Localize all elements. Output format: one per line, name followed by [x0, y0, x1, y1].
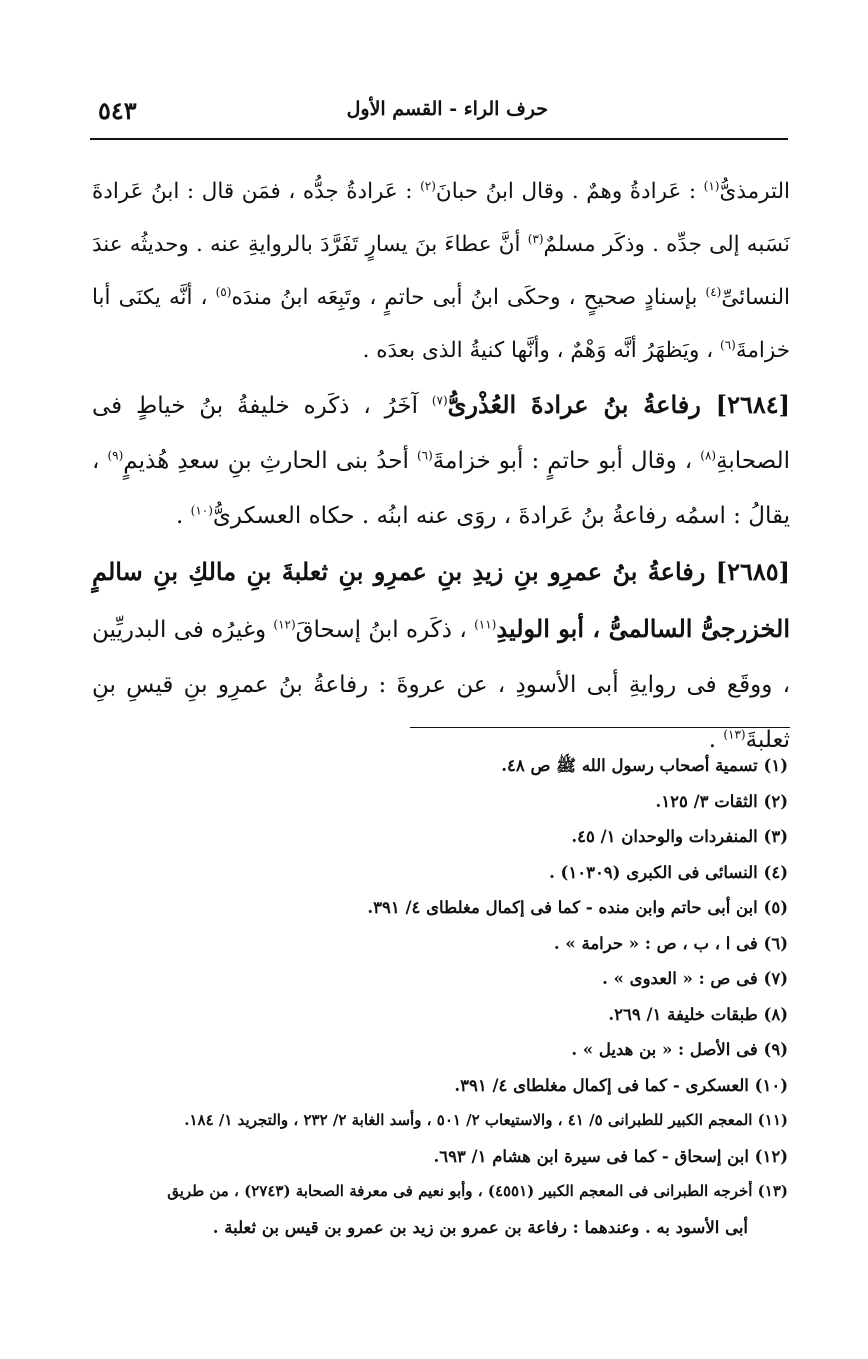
footnote-ref: (٩)	[107, 448, 124, 463]
running-title: حرف الراء - القسم الأول	[346, 98, 548, 120]
footnote-ref: (٥)	[215, 284, 232, 299]
text-run: .	[708, 727, 724, 753]
footnote-ref: (٦)	[720, 337, 736, 352]
paragraph-continuation	[92, 165, 790, 377]
text-run: ، ذكَره ابنُ إسحاقَ	[295, 617, 475, 643]
text-run: وغيرُه فى البدريِّين ، ووقَع فى روايةِ أبى الأسودِ ، عن عروةَ : رفاعةُ بنُ عمرِو بنِ قيسِ بنِ ثعلبةَ	[92, 617, 790, 753]
entry-2685	[92, 544, 790, 768]
footnote-13: (١٣) أخرجه الطبرانى فى المعجم الكبير (٤٥٥١) ، وأبو نعيم فى معرفة الصحابة (٢٧٤٣) ، من طريق	[167, 1182, 788, 1200]
text-run: ، وقال أبو حاتمٍ : أبو خزامةَ	[432, 448, 701, 474]
footnotes	[78, 748, 788, 1245]
footnote-8: (٨) طبقات خليفة ١/ ٢٦٩.	[608, 1004, 788, 1024]
footnote-ref: (١)	[703, 178, 720, 193]
footnote-ref: (٦)	[416, 448, 433, 463]
footnote-ref: (٧)	[431, 393, 448, 408]
text-run: ، ويَظهَرُ أنَّه وَهْمٌ ، وأنَّها كنيةُ الذى بعدَه .	[362, 338, 720, 363]
footnote-10: (١٠) العسكرى - كما فى إكمال مغلطاى ٤/ ٣٩١.	[454, 1075, 788, 1095]
footnote-1: (١) تسمية أصحاب رسول الله ﷺ ص ٤٨.	[501, 756, 788, 775]
footnote-3: (٣) المنفردات والوحدان ١/ ٤٥.	[571, 827, 788, 846]
entry-heading: [٢٦٨٥] رفاعةُ بنُ عمرِو بنِ زيدِ بنِ عمرِو بنِ ثعلبةَ بنِ مالكِ بنِ سالمٍ الخزرجىُّ السالمىُّ ، أبو الوليدِ	[92, 557, 790, 643]
text-run: أحدُ بنى الحارثِ بنِ سعدِ هُذيمٍ	[123, 448, 417, 474]
page-number: ٥٤٣	[98, 96, 137, 125]
text-run: ، يقالُ : اسمُه رفاعةُ بنُ عَرادةَ ، روَى عنه ابنُه . حكاه العسكرىُّ	[92, 448, 790, 529]
footnote-ref: (١٢)	[273, 617, 296, 632]
footnote-ref: (٢)	[420, 178, 436, 193]
text-run: الترمذىُّ	[719, 179, 790, 204]
footnote-4: (٤) النسائى فى الكبرى (١٠٣٠٩) .	[549, 862, 788, 882]
text-run: : عَرادةُ جدُّه ، فمَن قال : ابنُ عَرادةَ نَسَبه إلى جدِّه . وذكَر مسلمٌ	[92, 179, 790, 257]
page-header	[90, 92, 788, 132]
entry-heading: [٢٦٨٤] رفاعةُ بنُ عرادةَ العُذْرىُّ	[447, 390, 790, 419]
footnote-ref: (٨)	[700, 448, 717, 463]
header-divider	[90, 138, 788, 140]
text-run: .	[176, 503, 191, 529]
footnote-divider	[410, 727, 790, 728]
footnote-13-continuation: أبى الأسود به . وعندهما : رفاعة بن عمرو بن زيد بن عمرو بن قيس بن ثعلبة .	[212, 1217, 748, 1237]
footnote-ref: (٤)	[705, 284, 722, 299]
footnote-ref: (١١)	[474, 617, 497, 632]
text-run: ، أنَّه يكنَى أبا خزامةَ	[92, 285, 790, 363]
footnote-ref: (٣)	[527, 231, 544, 246]
footnote-5: (٥) ابن أبى حاتم وابن منده - كما فى إكمال مغلطاى ٤/ ٣٩١.	[367, 898, 788, 917]
footnote-6: (٦) فى ا ، ب ، ص : « حرامة » .	[553, 933, 788, 953]
footnote-9: (٩) فى الأصل : « بن هديل » .	[571, 1040, 788, 1059]
footnote-ref: (١٣)	[723, 727, 746, 742]
text-run: : عَرادةُ وهمٌ . وقال ابنُ حبانَ	[435, 179, 704, 204]
text-run: بإسنادٍ صحيحٍ ، وحكَى ابنُ أبى حاتمٍ ، وتَبِعَه ابنُ مندَه	[231, 285, 706, 310]
text-run: أنَّ عطاءَ بنَ يسارٍ تَفَرَّدَ بالروايةِ عنه . وحديثُه عندَ النسائىِّ	[92, 232, 790, 310]
footnote-ref: (١٠)	[190, 503, 213, 518]
entry-2684	[92, 377, 790, 544]
footnote-2: (٢) الثقات ٣/ ١٢٥.	[655, 791, 788, 811]
text-run: آخَرُ ، ذكَره خليفةُ بنُ خياطٍ فى الصحابةِ	[92, 393, 791, 474]
footnote-7: (٧) فى ص : « العدوى » .	[602, 969, 788, 988]
footnote-11: (١١) المعجم الكبير للطبرانى ٥/ ٤١ ، والاستيعاب ٢/ ٥٠١ ، وأسد الغابة ٢/ ٢٣٢ ، والتجريد ١/ ١٨٤.	[184, 1111, 788, 1129]
main-text	[92, 165, 790, 768]
footnote-12: (١٢) ابن إسحاق - كما فى سيرة ابن هشام ١/ ٦٩٣.	[433, 1146, 788, 1166]
